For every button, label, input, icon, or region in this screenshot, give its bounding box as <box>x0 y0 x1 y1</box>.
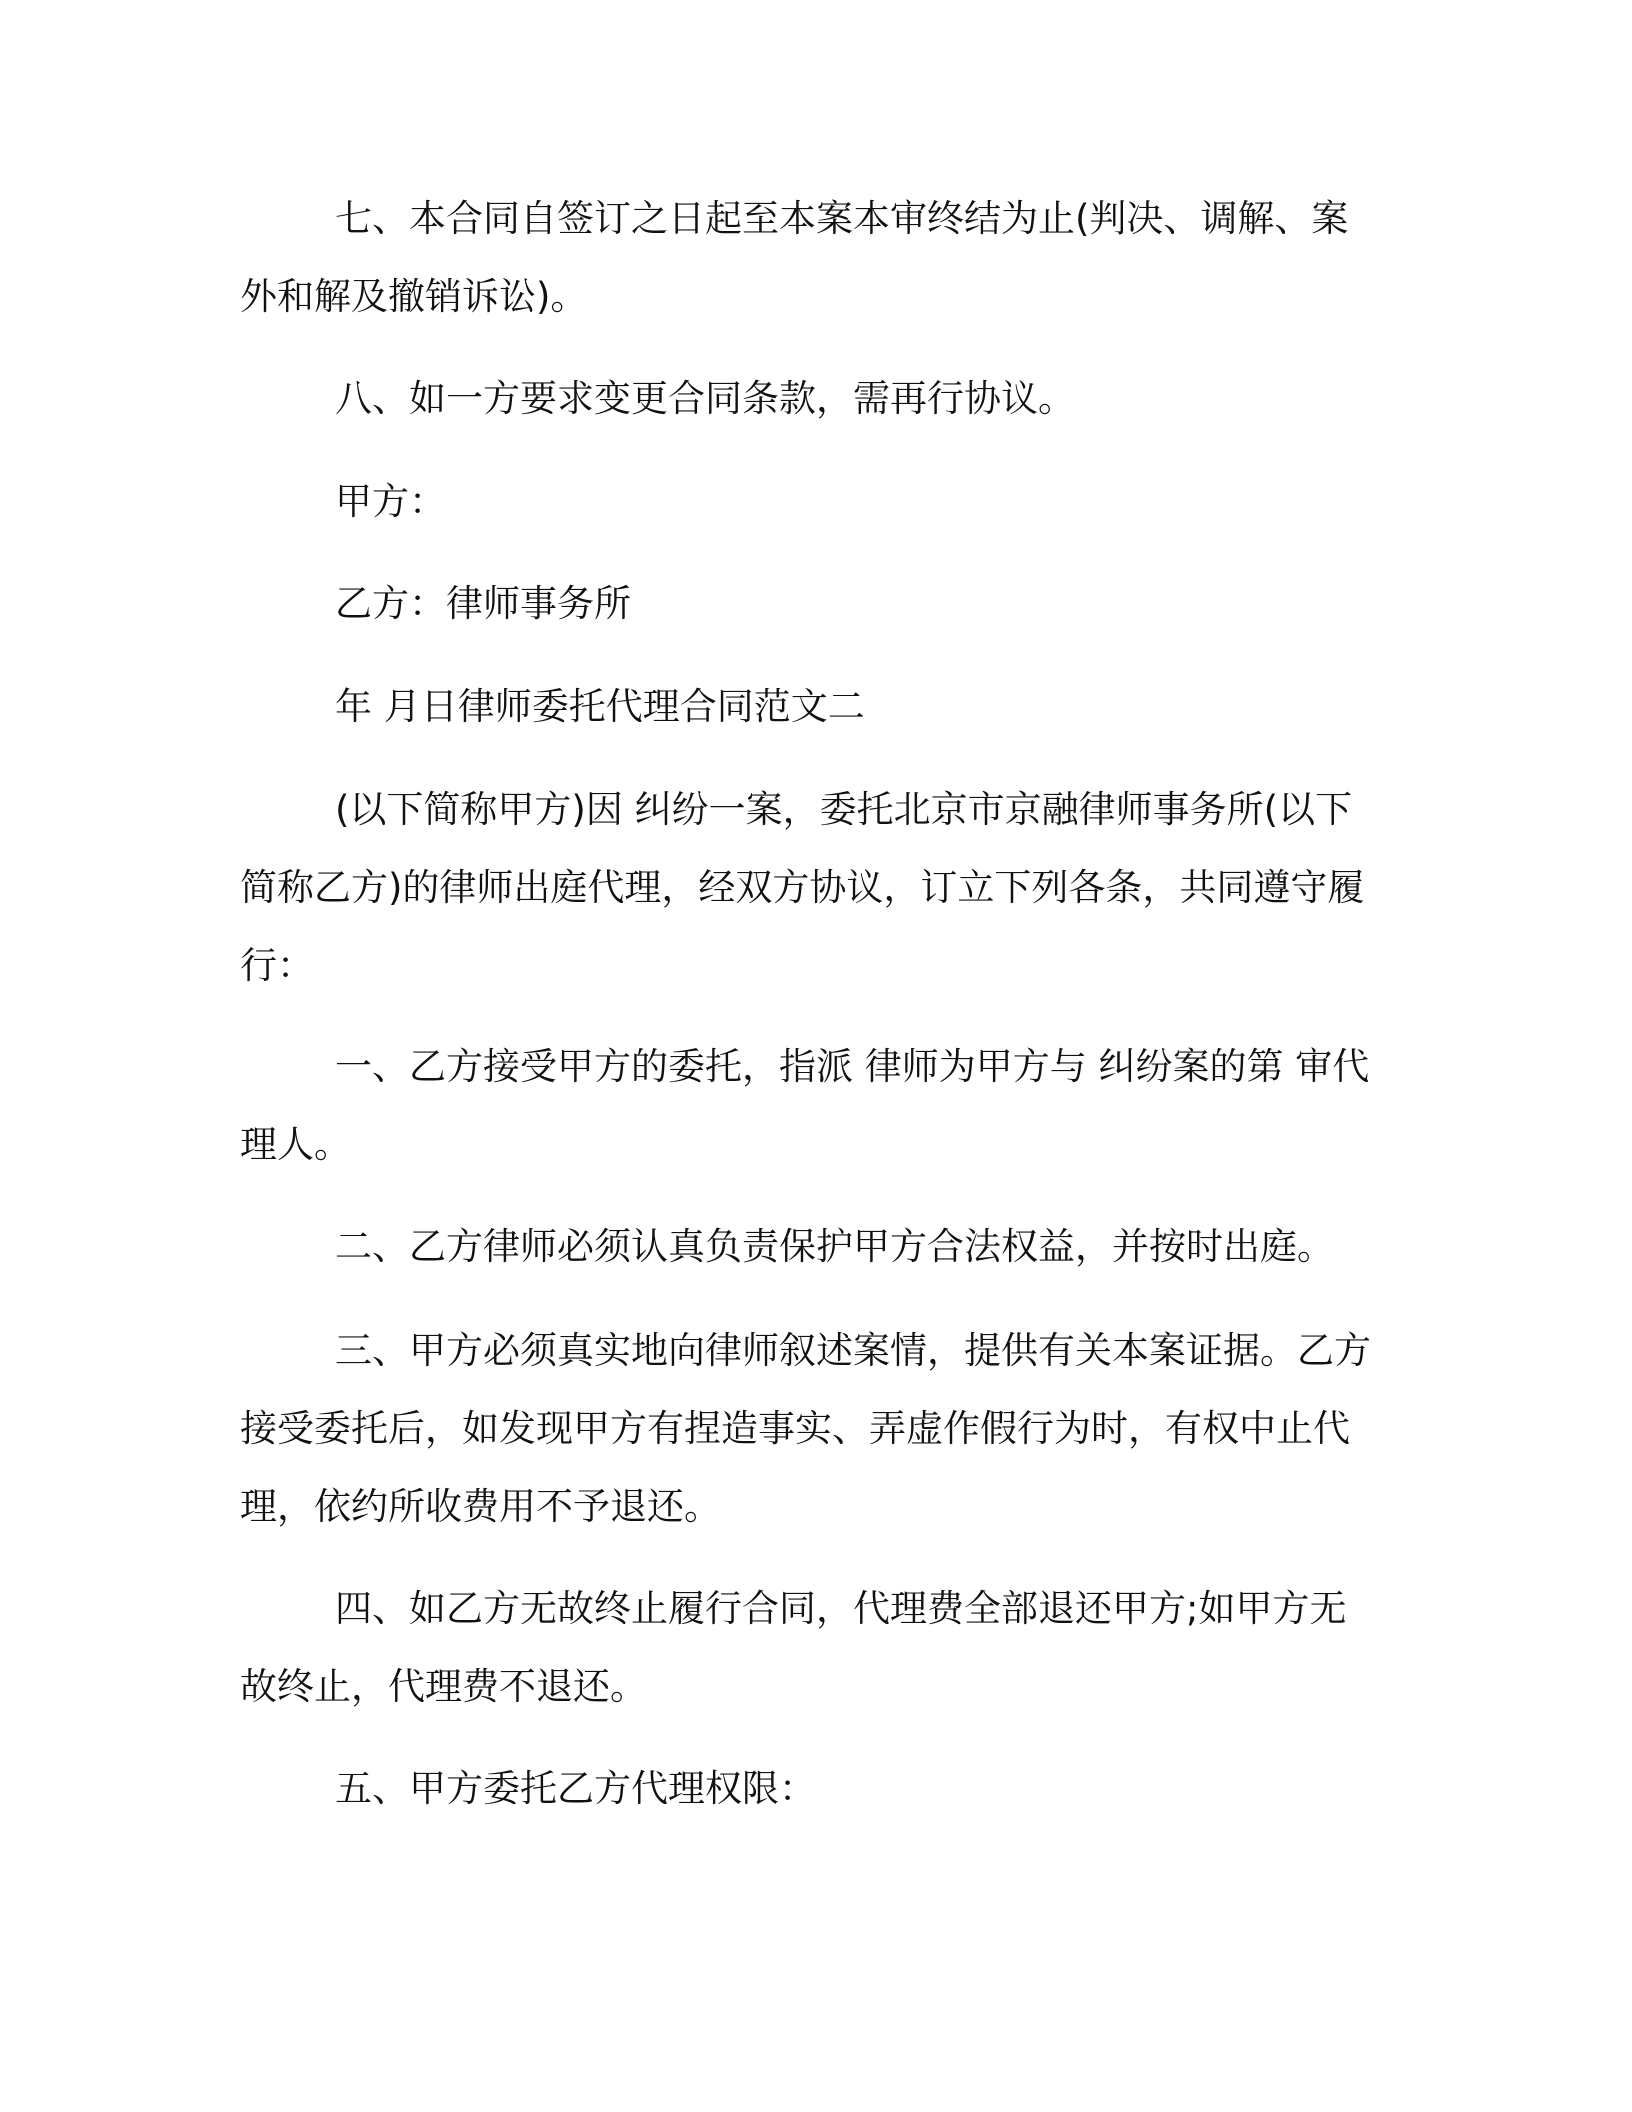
preamble: (以下简称甲方)因 纠纷一案，委托北京市京融律师事务所(以下简称乙方)的律师出庭代理，经双方协议，订立下列各条，共同遵守履行： <box>240 788 1365 987</box>
text-block <box>240 771 1380 1005</box>
text-block <box>240 1312 1380 1546</box>
text-block <box>240 565 1380 643</box>
text-block <box>240 1028 1380 1184</box>
text-block <box>240 360 1380 438</box>
text-block <box>240 1750 1380 1828</box>
clause-3: 三、甲方必须真实地向律师叙述案情，提供有关本案证据。乙方接受委托后，如发现甲方有捏造事实、弄虚作假行为时，有权中止代理，依约所收费用不予退还。 <box>240 1329 1371 1528</box>
clause-4: 四、如乙方无故终止履行合同，代理费全部退还甲方;如甲方无故终止，代理费不退还。 <box>240 1587 1347 1708</box>
text-block <box>240 1208 1380 1286</box>
text-block <box>240 180 1380 336</box>
clause-2: 二、乙方律师必须认真负责保护甲方合法权益，并按时出庭。 <box>335 1225 1334 1268</box>
clause-7: 七、本合同自签订之日起至本案本审终结为止(判决、调解、案外和解及撤销诉讼)。 <box>240 197 1349 318</box>
text-block <box>240 668 1380 746</box>
clause-5: 五、甲方委托乙方代理权限： <box>335 1767 816 1810</box>
clause-8: 八、如一方要求变更合同条款，需再行协议。 <box>335 377 1075 420</box>
clause-1: 一、乙方接受甲方的委托，指派 律师为甲方与 纠纷案的第 审代理人。 <box>240 1045 1370 1166</box>
party-a-signature: 甲方： <box>335 480 446 523</box>
party-b-signature: 乙方：律师事务所 <box>335 582 631 625</box>
date-and-title-line: 年 月日律师委托代理合同范文二 <box>335 685 865 728</box>
text-block <box>240 1570 1380 1726</box>
text-block <box>240 463 1380 541</box>
